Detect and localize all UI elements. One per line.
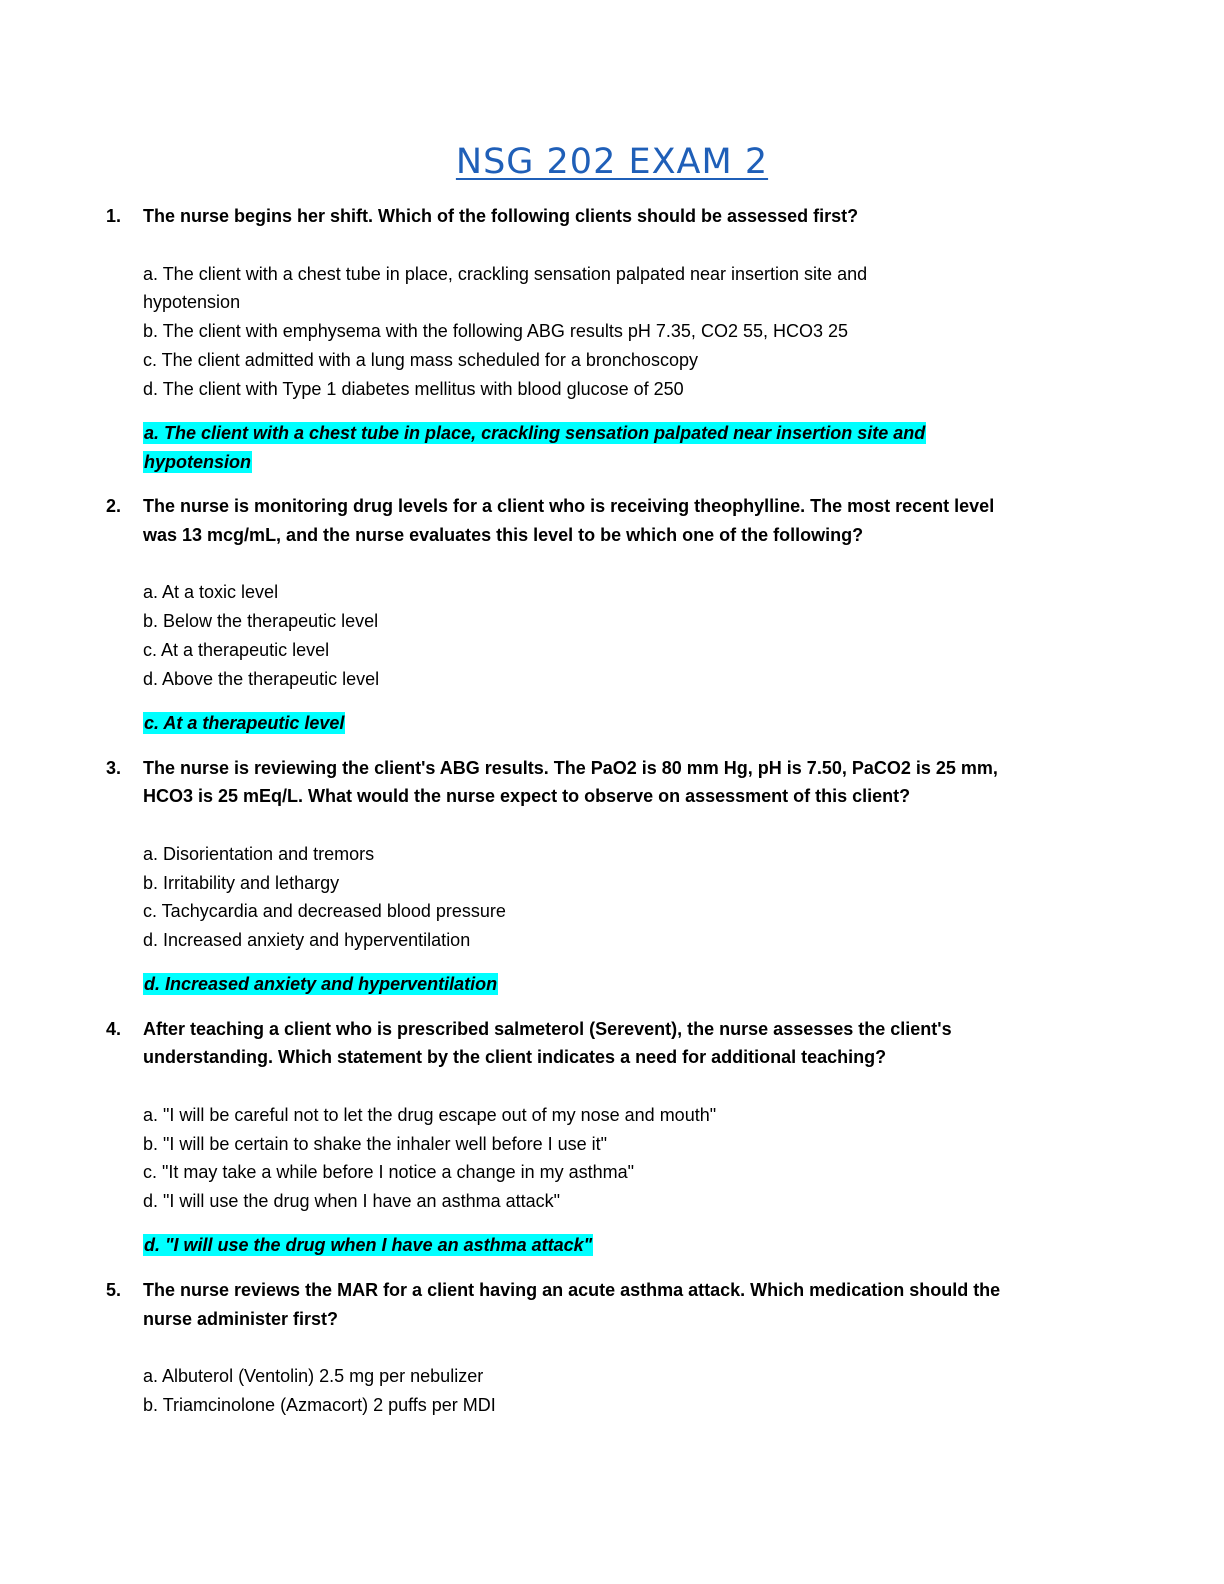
answer-highlight: d. "I will use the drug when I have an asthma attack" (144, 1235, 593, 1255)
question-2-stem-line-1: The nurse is monitoring drug levels for a client who is receiving theophylline. The most recent level (143, 496, 995, 516)
question-1-option-a-cont: hypotension (143, 292, 241, 312)
question-4-option-d: d. "I will use the drug when I have an asthma attack" (143, 1191, 561, 1211)
question-2-stem-line-2: was 13 mcg/mL, and the nurse evaluates this level to be which one of the following? (143, 525, 864, 545)
question-2-answer-line-1 (143, 711, 345, 735)
question-5-option-a: a. Albuterol (Ventolin) 2.5 mg per nebulizer (143, 1366, 484, 1386)
question-4-answer-line-1 (143, 1233, 593, 1257)
question-4-stem-line-1: After teaching a client who is prescribed salmeterol (Serevent), the nurse assesses the client's (143, 1019, 952, 1039)
question-2-option-d: d. Above the therapeutic level (143, 669, 380, 689)
page-title: NSG 202 EXAM 2 (455, 142, 769, 182)
question-5-stem-line-2: nurse administer first? (143, 1309, 339, 1329)
question-2-option-a: a. At a toxic level (143, 582, 279, 602)
question-3-number: 3. (106, 758, 122, 778)
question-4-option-a: a. "I will be careful not to let the drug escape out of my nose and mouth" (143, 1105, 717, 1125)
question-2-number: 2. (106, 496, 122, 516)
answer-highlight: a. The client with a chest tube in place, crackling sensation palpated near insertion site and (144, 423, 926, 443)
question-3-option-d: d. Increased anxiety and hyperventilation (143, 930, 471, 950)
question-4-number: 4. (106, 1019, 122, 1039)
question-1-option-a: a. The client with a chest tube in place, crackling sensation palpated near insertion site and (143, 264, 868, 284)
question-1-answer-line-1 (143, 421, 926, 445)
question-1-number: 1. (106, 206, 122, 226)
question-3-answer-line-1 (143, 972, 498, 996)
question-3-stem-line-2: HCO3 is 25 mEq/L. What would the nurse expect to observe on assessment of this client? (143, 786, 911, 806)
answer-highlight: hypotension (144, 452, 251, 472)
question-2-option-b: b. Below the therapeutic level (143, 611, 379, 631)
answer-highlight: c. At a therapeutic level (144, 713, 345, 733)
question-5-option-b: b. Triamcinolone (Azmacort) 2 puffs per MDI (143, 1395, 496, 1415)
question-1-answer-line-2 (143, 450, 252, 474)
question-1-option-d: d. The client with Type 1 diabetes mellitus with blood glucose of 250 (143, 379, 684, 399)
question-3-stem-line-1: The nurse is reviewing the client's ABG results. The PaO2 is 80 mm Hg, pH is 7.50, PaCO2 is 25 mm, (143, 758, 998, 778)
question-5-stem-line-1: The nurse reviews the MAR for a client having an acute asthma attack. Which medication should the (143, 1280, 1001, 1300)
question-2-option-c: c. At a therapeutic level (143, 640, 330, 660)
question-4-stem-line-2: understanding. Which statement by the client indicates a need for additional teaching? (143, 1047, 887, 1067)
question-1-stem-line-1: The nurse begins her shift. Which of the following clients should be assessed first? (143, 206, 859, 226)
question-5-number: 5. (106, 1280, 122, 1300)
question-1-option-b: b. The client with emphysema with the following ABG results pH 7.35, CO2 55, HCO3 25 (143, 321, 849, 341)
question-4-option-c: c. "It may take a while before I notice a change in my asthma" (143, 1162, 635, 1182)
question-3-option-a: a. Disorientation and tremors (143, 844, 375, 864)
question-3-option-b: b. Irritability and lethargy (143, 873, 340, 893)
question-1-option-c: c. The client admitted with a lung mass scheduled for a bronchoscopy (143, 350, 698, 370)
question-3-option-c: c. Tachycardia and decreased blood pressure (143, 901, 506, 921)
question-4-option-b: b. "I will be certain to shake the inhaler well before I use it" (143, 1134, 608, 1154)
answer-highlight: d. Increased anxiety and hyperventilation (144, 974, 498, 994)
